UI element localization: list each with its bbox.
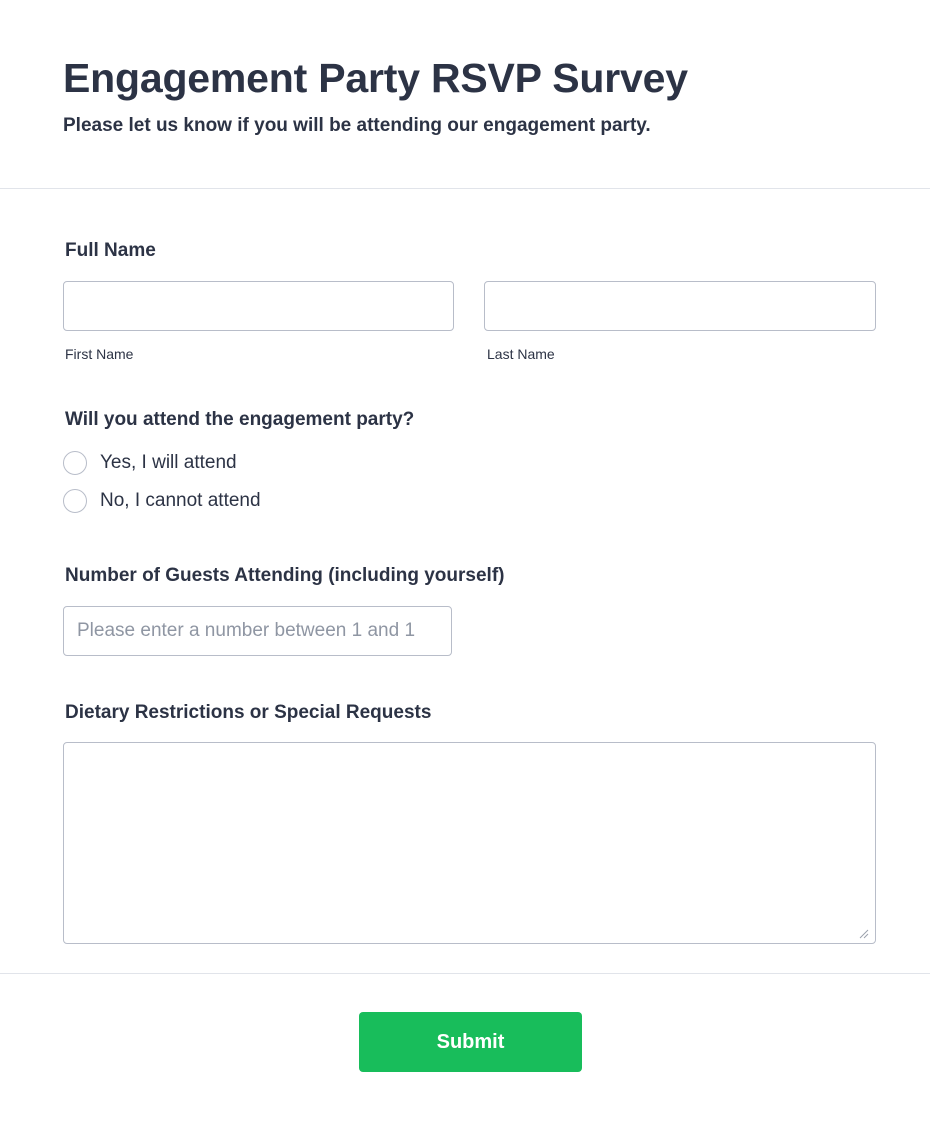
submit-button[interactable]: Submit bbox=[359, 1012, 582, 1072]
radio-button-yes[interactable] bbox=[63, 451, 87, 475]
header-divider bbox=[0, 188, 930, 189]
full-name-label: Full Name bbox=[65, 240, 156, 261]
form-header bbox=[63, 54, 883, 138]
page-title: Engagement Party RSVP Survey bbox=[63, 55, 688, 101]
guests-count-input[interactable] bbox=[63, 606, 452, 656]
last-name-sublabel: Last Name bbox=[487, 346, 555, 362]
radio-option-yes[interactable] bbox=[63, 450, 237, 476]
page-subtitle: Please let us know if you will be attending our engagement party. bbox=[63, 115, 651, 136]
last-name-input[interactable] bbox=[484, 281, 876, 331]
radio-label-no: No, I cannot attend bbox=[100, 490, 261, 511]
guests-label: Number of Guests Attending (including yourself) bbox=[65, 565, 505, 586]
radio-option-no[interactable] bbox=[63, 488, 261, 514]
attendance-question-label: Will you attend the engagement party? bbox=[65, 409, 415, 430]
dietary-textarea[interactable] bbox=[63, 742, 876, 944]
footer-divider bbox=[0, 973, 930, 974]
resize-grip-icon[interactable] bbox=[857, 927, 869, 939]
radio-button-no[interactable] bbox=[63, 489, 87, 513]
first-name-sublabel: First Name bbox=[65, 346, 134, 362]
first-name-input[interactable] bbox=[63, 281, 454, 331]
radio-label-yes: Yes, I will attend bbox=[100, 452, 237, 473]
dietary-label: Dietary Restrictions or Special Requests bbox=[65, 702, 432, 723]
